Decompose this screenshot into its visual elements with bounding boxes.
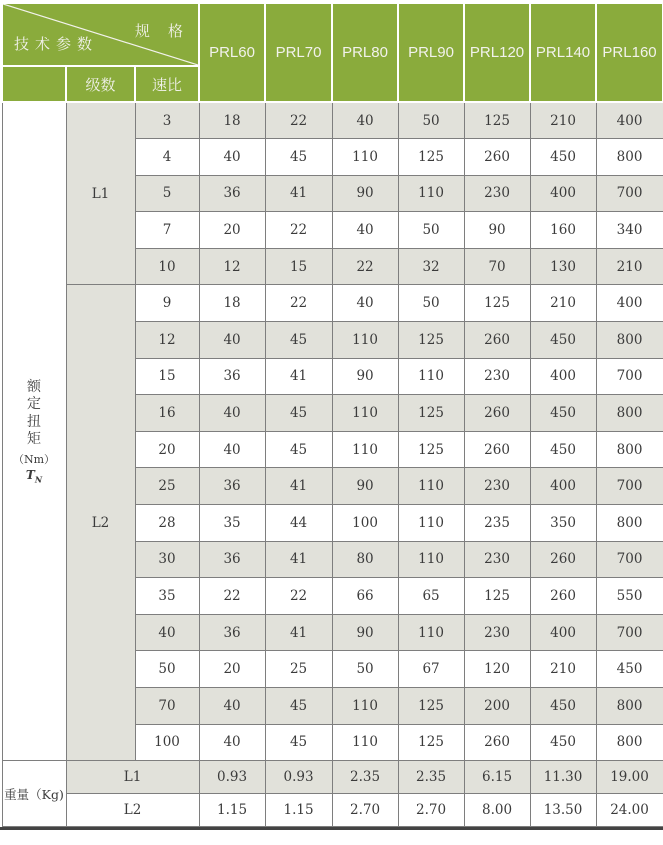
weight-value-cell: 2.35 bbox=[332, 761, 398, 794]
torque-value-cell: 700 bbox=[596, 175, 663, 212]
torque-value-cell: 125 bbox=[398, 395, 464, 432]
torque-value-cell: 22 bbox=[265, 285, 332, 322]
torque-value-cell: 260 bbox=[464, 431, 530, 468]
torque-value-cell: 400 bbox=[530, 358, 596, 395]
ratio-cell: 4 bbox=[135, 139, 199, 176]
torque-value-cell: 110 bbox=[332, 724, 398, 761]
torque-value-cell: 110 bbox=[398, 468, 464, 505]
weight-value-cell: 24.00 bbox=[596, 794, 663, 827]
torque-value-cell: 12 bbox=[199, 248, 265, 285]
torque-value-cell: 400 bbox=[596, 285, 663, 322]
torque-label-cell bbox=[2, 102, 66, 761]
torque-value-cell: 700 bbox=[596, 358, 663, 395]
torque-value-cell: 22 bbox=[265, 102, 332, 139]
torque-value-cell: 130 bbox=[530, 248, 596, 285]
weight-value-cell: 13.50 bbox=[530, 794, 596, 827]
torque-value-cell: 41 bbox=[265, 541, 332, 578]
weight-value-cell: 0.93 bbox=[199, 761, 265, 794]
weight-value-cell: 8.00 bbox=[464, 794, 530, 827]
torque-value-cell: 45 bbox=[265, 724, 332, 761]
torque-value-cell: 90 bbox=[332, 358, 398, 395]
ratio-cell: 35 bbox=[135, 578, 199, 615]
torque-value-cell: 450 bbox=[530, 395, 596, 432]
torque-value-cell: 230 bbox=[464, 614, 530, 651]
ratio-cell: 100 bbox=[135, 724, 199, 761]
torque-value-cell: 400 bbox=[530, 468, 596, 505]
torque-value-cell: 550 bbox=[596, 578, 663, 615]
torque-value-cell: 160 bbox=[530, 212, 596, 249]
torque-value-cell: 700 bbox=[596, 614, 663, 651]
ratio-cell: 30 bbox=[135, 541, 199, 578]
torque-vertical-label: 额 定 扭 矩 bbox=[27, 378, 41, 448]
torque-value-cell: 40 bbox=[332, 212, 398, 249]
ratio-cell: 40 bbox=[135, 614, 199, 651]
torque-value-cell: 40 bbox=[199, 688, 265, 725]
weight-value-cell: 6.15 bbox=[464, 761, 530, 794]
torque-value-cell: 110 bbox=[398, 175, 464, 212]
torque-value-cell: 36 bbox=[199, 614, 265, 651]
torque-value-cell: 40 bbox=[199, 139, 265, 176]
torque-value-cell: 90 bbox=[332, 614, 398, 651]
torque-value-cell: 70 bbox=[464, 248, 530, 285]
torque-value-cell: 45 bbox=[265, 322, 332, 359]
torque-value-cell: 700 bbox=[596, 468, 663, 505]
torque-value-cell: 210 bbox=[530, 102, 596, 139]
header-corner-cell bbox=[2, 3, 199, 66]
torque-value-cell: 260 bbox=[530, 541, 596, 578]
torque-value-cell: 67 bbox=[398, 651, 464, 688]
ratio-cell: 28 bbox=[135, 505, 199, 542]
torque-value-cell: 125 bbox=[464, 102, 530, 139]
stage-cell-l2: L2 bbox=[66, 285, 135, 761]
torque-value-cell: 230 bbox=[464, 468, 530, 505]
torque-value-cell: 110 bbox=[332, 431, 398, 468]
torque-value-cell: 32 bbox=[398, 248, 464, 285]
weight-value-cell: 1.15 bbox=[199, 794, 265, 827]
torque-value-cell: 20 bbox=[199, 651, 265, 688]
torque-value-cell: 40 bbox=[332, 285, 398, 322]
torque-value-cell: 450 bbox=[530, 139, 596, 176]
torque-row bbox=[2, 285, 663, 322]
torque-value-cell: 230 bbox=[464, 541, 530, 578]
ratio-cell: 50 bbox=[135, 651, 199, 688]
corner-params-label: 技术参数 bbox=[14, 36, 99, 53]
bottom-rule bbox=[0, 827, 663, 830]
weight-value-cell: 2.70 bbox=[398, 794, 464, 827]
spec-table bbox=[1, 2, 663, 827]
torque-row bbox=[2, 102, 663, 139]
ratio-cell: 5 bbox=[135, 175, 199, 212]
weight-value-cell: 2.35 bbox=[398, 761, 464, 794]
table-header bbox=[2, 3, 663, 102]
ratio-header-label: 速比 bbox=[135, 66, 199, 102]
weight-value-cell: 2.70 bbox=[332, 794, 398, 827]
ratio-cell: 15 bbox=[135, 358, 199, 395]
column-header-prl90: PRL90 bbox=[398, 3, 464, 102]
torque-value-cell: 35 bbox=[199, 505, 265, 542]
torque-value-cell: 41 bbox=[265, 358, 332, 395]
torque-value-cell: 45 bbox=[265, 395, 332, 432]
torque-value-cell: 110 bbox=[398, 614, 464, 651]
torque-value-cell: 230 bbox=[464, 175, 530, 212]
torque-value-cell: 110 bbox=[332, 322, 398, 359]
torque-value-cell: 260 bbox=[464, 139, 530, 176]
weight-value-cell: 0.93 bbox=[265, 761, 332, 794]
torque-value-cell: 50 bbox=[398, 285, 464, 322]
torque-value-cell: 200 bbox=[464, 688, 530, 725]
torque-value-cell: 800 bbox=[596, 505, 663, 542]
torque-value-cell: 40 bbox=[199, 395, 265, 432]
column-header-prl140: PRL140 bbox=[530, 3, 596, 102]
torque-value-cell: 100 bbox=[332, 505, 398, 542]
torque-value-cell: 260 bbox=[464, 395, 530, 432]
torque-value-cell: 20 bbox=[199, 212, 265, 249]
torque-value-cell: 210 bbox=[596, 248, 663, 285]
torque-value-cell: 40 bbox=[199, 322, 265, 359]
torque-value-cell: 450 bbox=[530, 688, 596, 725]
torque-value-cell: 90 bbox=[464, 212, 530, 249]
torque-value-cell: 80 bbox=[332, 541, 398, 578]
torque-value-cell: 41 bbox=[265, 175, 332, 212]
stage-header-label: 级数 bbox=[66, 66, 135, 102]
torque-value-cell: 45 bbox=[265, 431, 332, 468]
torque-value-cell: 450 bbox=[530, 322, 596, 359]
torque-value-cell: 110 bbox=[332, 688, 398, 725]
torque-value-cell: 125 bbox=[398, 431, 464, 468]
ratio-cell: 7 bbox=[135, 212, 199, 249]
torque-value-cell: 110 bbox=[332, 139, 398, 176]
torque-value-cell: 450 bbox=[596, 651, 663, 688]
ratio-cell: 70 bbox=[135, 688, 199, 725]
torque-value-cell: 22 bbox=[332, 248, 398, 285]
torque-value-cell: 110 bbox=[398, 505, 464, 542]
ratio-cell: 20 bbox=[135, 431, 199, 468]
torque-value-cell: 40 bbox=[332, 102, 398, 139]
torque-value-cell: 260 bbox=[530, 578, 596, 615]
weight-label-cell: 重量（Kg) bbox=[2, 761, 66, 827]
column-header-prl120: PRL120 bbox=[464, 3, 530, 102]
torque-value-cell: 450 bbox=[530, 724, 596, 761]
torque-value-cell: 15 bbox=[265, 248, 332, 285]
torque-value-cell: 18 bbox=[199, 102, 265, 139]
torque-value-cell: 40 bbox=[199, 431, 265, 468]
torque-value-cell: 50 bbox=[398, 102, 464, 139]
torque-value-cell: 45 bbox=[265, 688, 332, 725]
torque-value-cell: 400 bbox=[596, 102, 663, 139]
torque-value-cell: 210 bbox=[530, 285, 596, 322]
torque-unit-label: （Nm） bbox=[12, 452, 56, 466]
torque-value-cell: 25 bbox=[265, 651, 332, 688]
weight-value-cell: 11.30 bbox=[530, 761, 596, 794]
torque-value-cell: 36 bbox=[199, 468, 265, 505]
ratio-cell: 9 bbox=[135, 285, 199, 322]
column-header-prl160: PRL160 bbox=[596, 3, 663, 102]
torque-value-cell: 36 bbox=[199, 541, 265, 578]
torque-value-cell: 800 bbox=[596, 724, 663, 761]
torque-value-cell: 125 bbox=[398, 688, 464, 725]
ratio-cell: 25 bbox=[135, 468, 199, 505]
torque-value-cell: 41 bbox=[265, 468, 332, 505]
torque-value-cell: 110 bbox=[398, 358, 464, 395]
torque-value-cell: 350 bbox=[530, 505, 596, 542]
ratio-cell: 12 bbox=[135, 322, 199, 359]
torque-value-cell: 125 bbox=[464, 285, 530, 322]
torque-value-cell: 800 bbox=[596, 139, 663, 176]
torque-value-cell: 340 bbox=[596, 212, 663, 249]
torque-value-cell: 800 bbox=[596, 688, 663, 725]
torque-value-cell: 50 bbox=[398, 212, 464, 249]
torque-value-cell: 110 bbox=[398, 541, 464, 578]
torque-value-cell: 235 bbox=[464, 505, 530, 542]
torque-value-cell: 800 bbox=[596, 322, 663, 359]
torque-value-cell: 18 bbox=[199, 285, 265, 322]
weight-value-cell: 19.00 bbox=[596, 761, 663, 794]
column-header-prl80: PRL80 bbox=[332, 3, 398, 102]
weight-stage-cell-l1: L1 bbox=[66, 761, 199, 794]
torque-value-cell: 210 bbox=[530, 651, 596, 688]
header-empty-cell bbox=[2, 66, 66, 102]
ratio-cell: 3 bbox=[135, 102, 199, 139]
torque-value-cell: 90 bbox=[332, 468, 398, 505]
torque-symbol: $T_N$ bbox=[25, 467, 43, 485]
column-header-prl70: PRL70 bbox=[265, 3, 332, 102]
torque-value-cell: 22 bbox=[265, 212, 332, 249]
torque-value-cell: 66 bbox=[332, 578, 398, 615]
torque-value-cell: 700 bbox=[596, 541, 663, 578]
torque-value-cell: 36 bbox=[199, 175, 265, 212]
weight-value-cell: 1.15 bbox=[265, 794, 332, 827]
torque-value-cell: 125 bbox=[398, 724, 464, 761]
torque-value-cell: 36 bbox=[199, 358, 265, 395]
torque-value-cell: 40 bbox=[199, 724, 265, 761]
ratio-cell: 16 bbox=[135, 395, 199, 432]
column-header-prl60: PRL60 bbox=[199, 3, 265, 102]
torque-value-cell: 110 bbox=[332, 395, 398, 432]
weight-row bbox=[2, 761, 663, 794]
torque-value-cell: 120 bbox=[464, 651, 530, 688]
torque-value-cell: 260 bbox=[464, 322, 530, 359]
torque-value-cell: 125 bbox=[464, 578, 530, 615]
torque-value-cell: 50 bbox=[332, 651, 398, 688]
torque-value-cell: 125 bbox=[398, 139, 464, 176]
torque-value-cell: 450 bbox=[530, 431, 596, 468]
torque-value-cell: 400 bbox=[530, 614, 596, 651]
torque-value-cell: 800 bbox=[596, 431, 663, 468]
torque-value-cell: 65 bbox=[398, 578, 464, 615]
torque-value-cell: 44 bbox=[265, 505, 332, 542]
torque-value-cell: 22 bbox=[199, 578, 265, 615]
stage-cell-l1: L1 bbox=[66, 102, 135, 285]
torque-value-cell: 22 bbox=[265, 578, 332, 615]
torque-value-cell: 125 bbox=[398, 322, 464, 359]
torque-section bbox=[2, 102, 663, 761]
ratio-cell: 10 bbox=[135, 248, 199, 285]
torque-value-cell: 45 bbox=[265, 139, 332, 176]
torque-value-cell: 800 bbox=[596, 395, 663, 432]
weight-stage-cell-l2: L2 bbox=[66, 794, 199, 827]
torque-value-cell: 90 bbox=[332, 175, 398, 212]
torque-value-cell: 400 bbox=[530, 175, 596, 212]
weight-section bbox=[2, 761, 663, 827]
torque-value-cell: 41 bbox=[265, 614, 332, 651]
torque-value-cell: 260 bbox=[464, 724, 530, 761]
corner-spec-label: 规 格 bbox=[134, 23, 191, 40]
weight-row bbox=[2, 794, 663, 827]
torque-value-cell: 230 bbox=[464, 358, 530, 395]
